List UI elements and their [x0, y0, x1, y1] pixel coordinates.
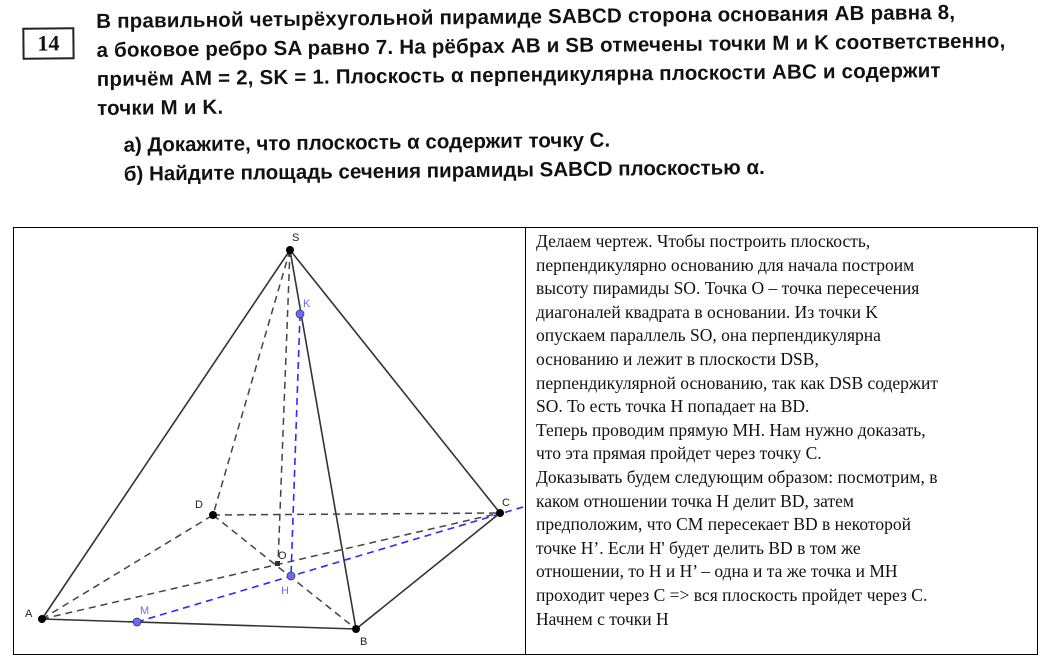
problem-text — [96, 0, 1037, 123]
solution-line: точке H’. Если H' будет делить BD в том же — [536, 537, 861, 558]
point-H — [287, 572, 295, 580]
problem-number: 14 — [22, 27, 74, 60]
edge-SC — [290, 250, 500, 513]
point-D — [209, 511, 217, 519]
label-A: A — [25, 608, 33, 620]
point-A — [38, 615, 46, 623]
point-M — [133, 618, 141, 626]
label-M: M — [140, 605, 150, 617]
solution-line: что эта прямая пройдет через точку C. — [536, 443, 822, 464]
label-O: O — [278, 550, 287, 562]
part-b: б) Найдите площадь сечения пирамиды SABCD плоскостью α. — [123, 156, 765, 186]
problem-statement — [0, 0, 1050, 210]
solution-line: Начнем с точки H — [536, 608, 669, 629]
solution-line: Теперь проводим прямую MH. Нам нужно доказать, — [536, 419, 926, 440]
solution-line: опускаем параллель SO, она перпендикулярна — [536, 325, 881, 346]
problem-line: точки M и K. — [97, 95, 224, 120]
point-B — [352, 625, 360, 633]
point-S — [286, 246, 294, 254]
solution-line: Доказывать будем следующим образом: посмотрим, в — [536, 466, 938, 487]
label-C: C — [502, 497, 510, 509]
edge-DC — [213, 513, 500, 515]
solution-line: основанию и лежит в плоскости DSB, — [536, 348, 819, 369]
solution-line: перпендикулярной основанию, так как DSB содержит — [536, 372, 939, 393]
figure-cell — [14, 228, 526, 655]
problem-line: причём AM = 2, SK = 1. Плоскость α перпендикулярна плоскости ABC и содержит — [96, 59, 941, 91]
diagonal-AC — [42, 513, 500, 619]
solution-line: Делаем чертеж. Чтобы построить плоскость, — [536, 231, 871, 251]
point-C — [496, 509, 504, 517]
point-K — [296, 310, 304, 318]
edge-SD — [213, 250, 290, 515]
solution-line: перпендикулярно основанию для начала построим — [536, 254, 915, 275]
height-SO — [278, 250, 290, 564]
edge-AB — [42, 619, 356, 629]
solution-line: высоту пирамиды SO. Точка O – точка пересечения — [536, 278, 920, 299]
label-S: S — [292, 232, 300, 244]
solution-line: предположим, что CM пересекает BD в некоторой — [536, 514, 911, 535]
problem-line: а боковое ребро SA равно 7. На рёбрах AB и SB отмечены точки M и K соответственно, — [96, 29, 1006, 62]
solution-line: SO. То есть точка H попадает на BD. — [536, 396, 810, 417]
solution-line: отношении, то H и H’ – одна и та же точка и MH — [536, 561, 898, 582]
edge-SA — [42, 250, 290, 619]
solution-table — [13, 227, 1038, 655]
problem-line: В правильной четырёхугольной пирамиде SABCD сторона основания AB равна 8, — [96, 0, 956, 33]
label-D: D — [195, 499, 203, 511]
edge-AD — [42, 515, 213, 619]
line-MC — [137, 507, 523, 622]
label-K: K — [303, 298, 311, 310]
label-H: H — [281, 585, 289, 597]
edge-SB — [290, 250, 356, 629]
solution-line: каком отношении точка H делит BD, затем — [536, 490, 854, 511]
part-a: а) Докажите, что плоскость α содержит точку C. — [123, 128, 611, 157]
diagonal-BD — [213, 515, 356, 629]
solution-line: диагоналей квадрата в основании. Из точки K — [536, 301, 879, 322]
pyramid-diagram — [14, 228, 525, 649]
solution-text — [526, 228, 1038, 655]
line-KH — [291, 314, 300, 576]
label-B: B — [360, 636, 368, 648]
solution-line: проходит через C => вся плоскость пройдет через C. — [536, 584, 928, 605]
